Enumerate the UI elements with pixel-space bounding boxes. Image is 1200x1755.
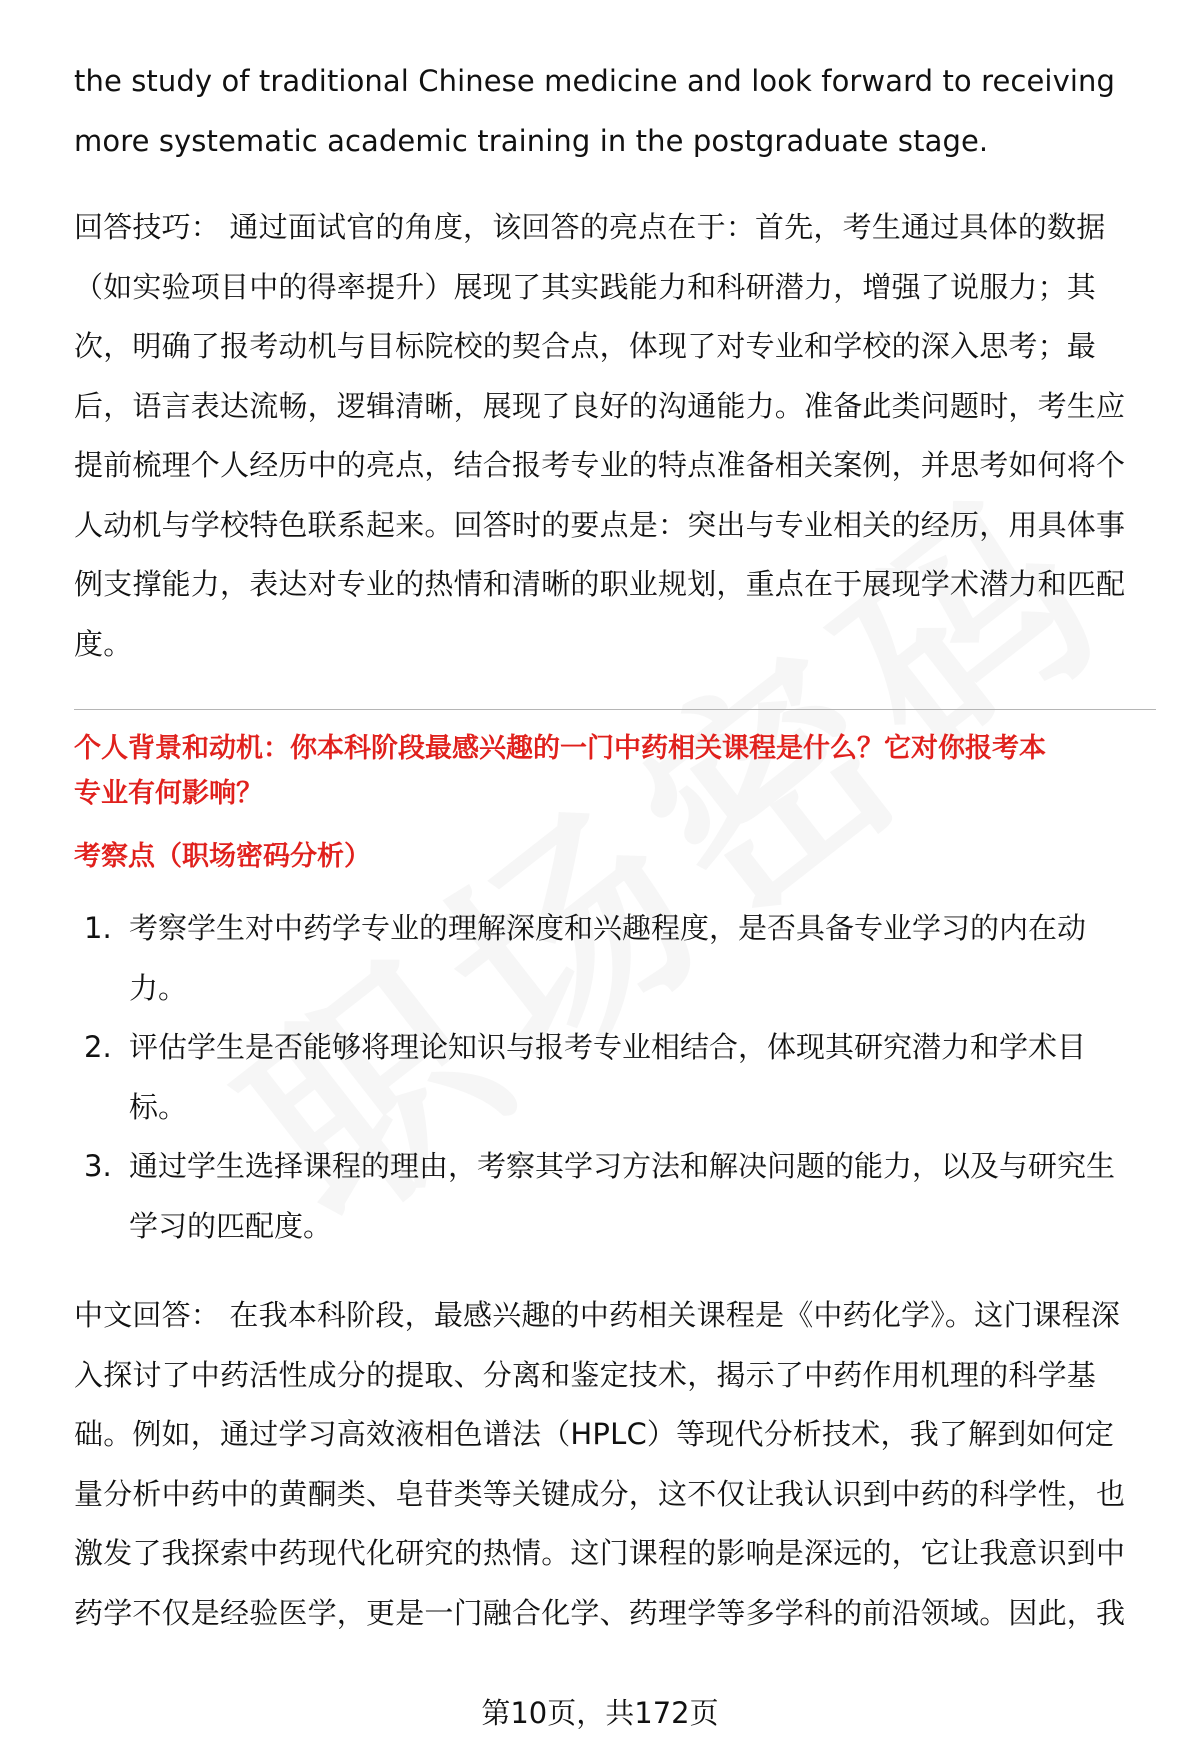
analysis-list bbox=[74, 899, 1156, 1256]
answer-line: 药学不仅是经验医学，更是一门融合化学、药理学等多学科的前沿领域。因此，我 bbox=[74, 1595, 1126, 1630]
list-item bbox=[74, 899, 1156, 1018]
spacer bbox=[74, 1256, 1156, 1286]
document-page bbox=[74, 52, 1156, 1643]
tips-line: 后，语言表达流畅，逻辑清晰，展现了良好的沟通能力。准备此类问题时，考生应 bbox=[74, 388, 1126, 423]
tips-line: 例支撑能力，表达对专业的热情和清晰的职业规划，重点在于展现学术潜力和匹配 bbox=[74, 567, 1126, 601]
spacer bbox=[74, 710, 1156, 726]
intro-line: more systematic academic training in the postgraduate stage. bbox=[74, 123, 989, 158]
tips-paragraph bbox=[74, 198, 1156, 674]
question-line: 专业有何影响？ bbox=[74, 778, 263, 809]
question-heading bbox=[74, 726, 1156, 816]
list-number: 1. bbox=[84, 911, 112, 945]
list-number: 3. bbox=[84, 1149, 112, 1183]
list-item-line: 评估学生是否能够将理论知识与报考专业相结合，体现其研究潜力和学术目 bbox=[129, 1030, 1087, 1064]
answer-line: 入探讨了中药活性成分的提取、分离和鉴定技术，揭示了中药作用机理的科学基 bbox=[74, 1357, 1097, 1392]
spacer bbox=[74, 171, 1156, 198]
list-item bbox=[74, 1137, 1156, 1256]
tips-line: 人动机与学校特色联系起来。回答时的要点是：突出与专业相关的经历，用具体事 bbox=[74, 507, 1126, 542]
list-item bbox=[74, 1018, 1156, 1137]
tips-line: （如实验项目中的得率提升）展现了其实践能力和科研潜力，增强了说服力；其 bbox=[74, 269, 1097, 304]
list-item-line: 学习的匹配度。 bbox=[129, 1208, 333, 1243]
list-item-line: 力。 bbox=[129, 970, 188, 1005]
spacer bbox=[74, 674, 1156, 709]
analysis-title: 考察点（职场密码分析） bbox=[74, 841, 371, 872]
intro-paragraph bbox=[74, 52, 1156, 171]
tips-line: 次，明确了报考动机与目标院校的契合点，体现了对专业和学校的深入思考；最 bbox=[74, 329, 1097, 363]
page-number-footer: 第10页，共172页 bbox=[481, 1696, 719, 1730]
intro-line: the study of traditional Chinese medicine and look forward to receiving bbox=[74, 64, 1115, 98]
spacer bbox=[74, 816, 1156, 834]
answer-line: 激发了我探索中药现代化研究的热情。这门课程的影响是深远的，它让我意识到中 bbox=[74, 1536, 1126, 1570]
question-line: 个人背景和动机：你本科阶段最感兴趣的一门中药相关课程是什么？它对你报考本 bbox=[74, 733, 1046, 764]
list-item-line: 通过学生选择课程的理由，考察其学习方法和解决问题的能力，以及与研究生 bbox=[129, 1149, 1116, 1183]
spacer bbox=[74, 879, 1156, 899]
tips-line: 回答技巧： 通过面试官的角度，该回答的亮点在于：首先，考生通过具体的数据 bbox=[74, 210, 1106, 244]
list-item-line: 标。 bbox=[129, 1089, 188, 1124]
tips-line: 度。 bbox=[74, 626, 133, 661]
list-item-line: 考察学生对中药学专业的理解深度和兴趣程度，是否具备专业学习的内在动 bbox=[129, 911, 1087, 945]
tips-line: 提前梳理个人经历中的亮点，结合报考专业的特点准备相关案例，并思考如何将个 bbox=[74, 448, 1126, 482]
answer-line: 础。例如，通过学习高效液相色谱法（HPLC）等现代分析技术，我了解到如何定 bbox=[74, 1417, 1115, 1451]
answer-line: 量分析中药中的黄酮类、皂苷类等关键成分，这不仅让我认识到中药的科学性，也 bbox=[74, 1476, 1126, 1511]
answer-paragraph bbox=[74, 1286, 1156, 1643]
list-number: 2. bbox=[84, 1030, 112, 1064]
answer-line: 中文回答： 在我本科阶段，最感兴趣的中药相关课程是《中药化学》。这门课程深 bbox=[74, 1298, 1121, 1332]
